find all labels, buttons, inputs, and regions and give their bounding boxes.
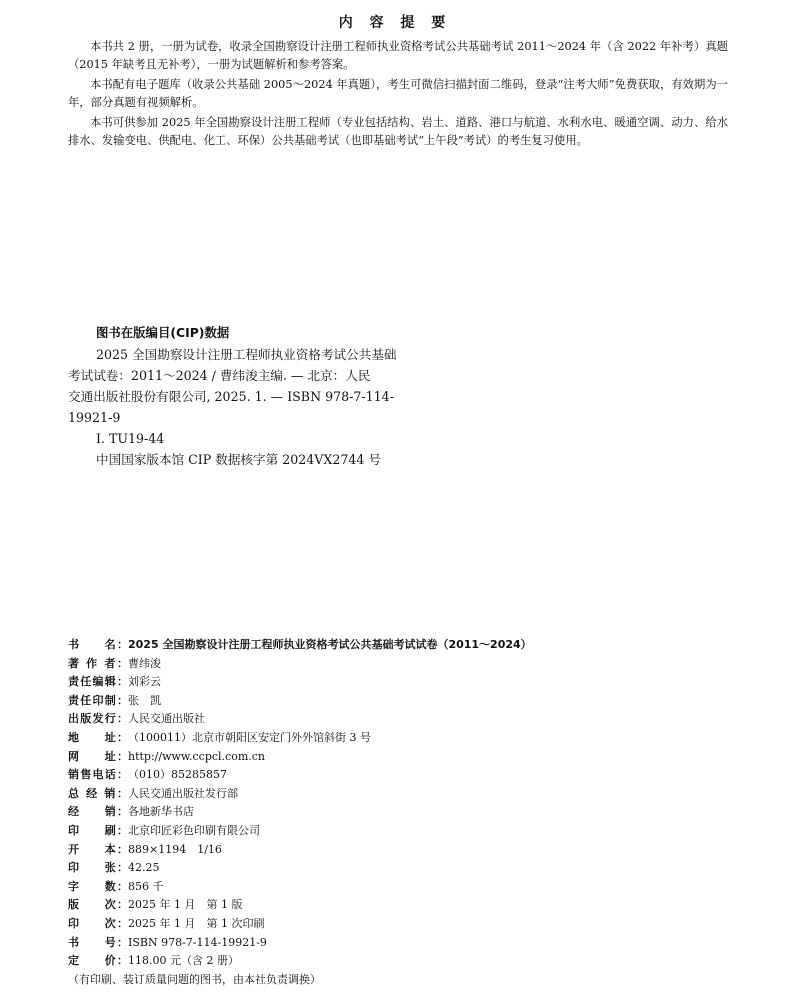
colophon-label: 总 经 销： [68, 786, 128, 800]
colophon-row-price [68, 952, 532, 971]
colophon-row-printer [68, 822, 532, 841]
colophon-label: 版 次： [68, 898, 128, 912]
summary-paragraph-3: 本书可供参加 2025 年全国勘察设计注册工程师（专业包括结构、岩土、道路、港口与航道、水利水电、暖通空调、动力、给水排水、发输变电、供配电、化工、环保）公共基础考试（也即基础考试“上午段”考试）的考生复习使用。 [68, 116, 728, 147]
colophon-label: 印 刷： [68, 823, 128, 837]
colophon-row-isbn [68, 934, 532, 953]
colophon-row-title [68, 636, 532, 655]
summary-title: 内 容 提 要 [338, 15, 452, 31]
summary-paragraph-1: 本书共 2 册，一册为试卷，收录全国勘察设计注册工程师执业资格考试公共基础考试 2011～2024 年（含 2022 年补考）真题（2015 年缺考且无补考），一册为试题解析和参考答案。 [68, 40, 728, 71]
summary-paragraph-2: 本书配有电子题库（收录公共基础 2005～2024 年真题），考生可微信扫描封面二维码，登录“注考大师”免费获取，有效期为一年，部分真题有视频解析。 [68, 78, 728, 109]
cip-classification: Ⅰ. TU19-44 [96, 431, 165, 446]
colophon-label: 印 张： [68, 861, 128, 875]
colophon-value: 2025 年 1 月 第 1 版 [128, 898, 243, 912]
colophon-row-print-supervisor [68, 692, 532, 711]
cip-line-4: 19921-9 [68, 410, 121, 425]
colophon-value: 各地新华书店 [128, 805, 194, 819]
colophon-row-author [68, 655, 532, 674]
cip-heading: 图书在版编目(CIP)数据 [96, 325, 230, 340]
colophon [68, 636, 532, 987]
colophon-value: （100011）北京市朝阳区安定门外外馆斜街 3 号 [128, 730, 371, 744]
colophon-value: 2025 年 1 月 第 1 次印刷 [128, 916, 265, 930]
colophon-row-address [68, 729, 532, 748]
colophon-label: 经 销： [68, 805, 128, 819]
colophon-label: 字 数： [68, 879, 128, 893]
colophon-label: 书 号： [68, 935, 128, 949]
colophon-value: 856 千 [128, 879, 164, 893]
colophon-row-editor [68, 673, 532, 692]
colophon-label: 责任印制： [68, 693, 128, 707]
colophon-row-edition [68, 896, 532, 915]
colophon-label: 开 本： [68, 842, 128, 856]
colophon-row-publisher [68, 710, 532, 729]
colophon-value: 曹纬浚 [128, 656, 161, 670]
colophon-label: 销售电话： [68, 768, 128, 782]
colophon-label: 网 址： [68, 749, 128, 763]
colophon-label: 著 作 者： [68, 656, 128, 670]
cip-line-1: 2025 全国勘察设计注册工程师执业资格考试公共基础 [96, 347, 397, 362]
colophon-label: 责任编辑： [68, 675, 128, 689]
colophon-value: 人民交通出版社 [128, 712, 205, 726]
colophon-value: 2025 全国勘察设计注册工程师执业资格考试公共基础考试试卷（2011～2024） [128, 638, 532, 651]
colophon-label: 书 名： [68, 638, 128, 651]
colophon-value: 118.00 元（含 2 册） [128, 954, 239, 968]
colophon-value: http://www.ccpcl.com.cn [128, 749, 266, 763]
quality-note: （有印刷、装订质量问题的图书，由本社负责调换） [68, 972, 321, 986]
colophon-value: 人民交通出版社发行部 [128, 786, 238, 800]
cip-line-2: 考试试卷：2011～2024 / 曹纬浚主编. — 北京：人民 [68, 368, 371, 383]
colophon-row-sales-phone [68, 766, 532, 785]
cip-data-block [68, 322, 468, 470]
colophon-value: 刘彩云 [128, 675, 161, 689]
colophon-label: 印 次： [68, 916, 128, 930]
colophon-label: 定 价： [68, 954, 128, 968]
colophon-row-website [68, 748, 532, 767]
colophon-value: ISBN 978-7-114-19921-9 [128, 935, 267, 949]
colophon-row-seller [68, 803, 532, 822]
colophon-row-sheets [68, 859, 532, 878]
colophon-row-word-count [68, 878, 532, 897]
colophon-row-distributor [68, 785, 532, 804]
colophon-value: 42.25 [128, 861, 160, 875]
colophon-value: （010）85285857 [128, 768, 227, 782]
colophon-label: 地 址： [68, 730, 128, 744]
cip-line-3: 交通出版社股份有限公司, 2025. 1. — ISBN 978-7-114- [68, 389, 394, 404]
colophon-row-format [68, 841, 532, 860]
colophon-value: 张 凯 [128, 693, 161, 707]
colophon-row-impression [68, 915, 532, 934]
cip-verification: 中国国家版本馆 CIP 数据核字第 2024VX2744 号 [96, 452, 381, 467]
colophon-value: 889×1194 1/16 [128, 842, 222, 856]
colophon-label: 出版发行： [68, 712, 128, 726]
colophon-value: 北京印匠彩色印刷有限公司 [128, 823, 260, 837]
